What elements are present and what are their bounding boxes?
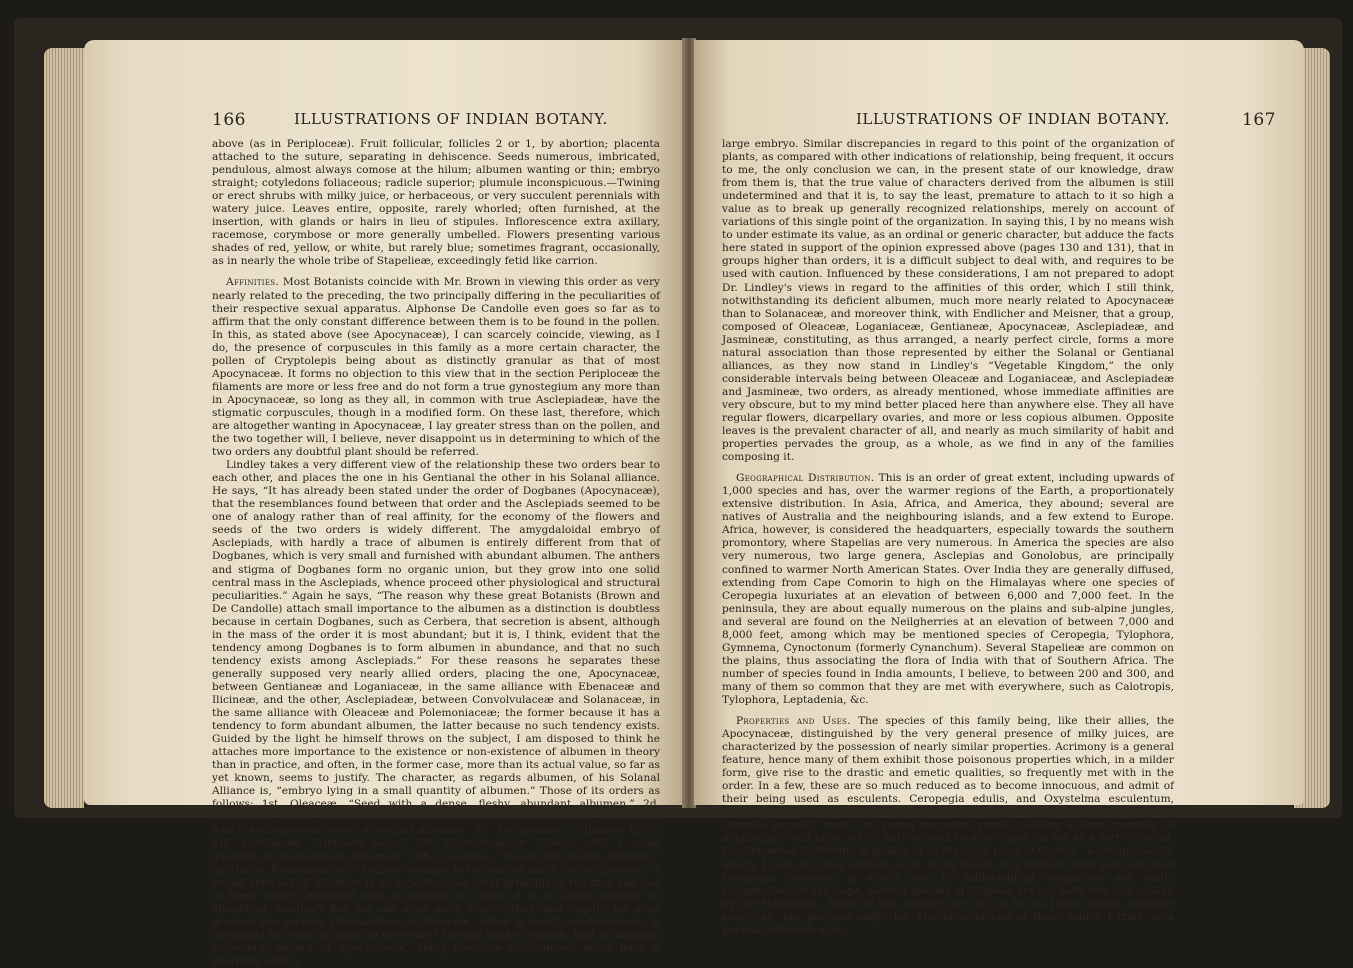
left-page: [84, 40, 684, 967]
right-page-body: [722, 138, 1174, 937]
left-page-number: 166: [212, 110, 246, 130]
distribution-heading: Geographical Distribution.: [736, 472, 875, 485]
left-page-body: [212, 138, 660, 968]
left-paragraph-3: Lindley takes a very different view of the relationship these two orders bear to each other, and places the one in his Gentianal the other in his Solanal alliance. He says, “It has already been stated under the order of Dogbanes (Apocynaceæ), that the resemblances found between that order and the Asclepiads seemed to be one of analogy rather than of real affinity, for the economy of the flowers and seeds of the two orders is widely different. The amygdaloidal embryo of Asclepiads, with hardly a trace of albumen is entirely different from that of Dogbanes, which is very small and furnished with abundant albumen. The anthers and stigma of Dogbanes form no organic union, but they grow into one solid central mass in the Asclepiads, whence proceed other physiological and structural peculiarities.” Again he says, “The reason why these great Botanists (Brown and De Candolle) attach small importance to the albumen as a distinction is doubtless because in certain Dogbanes, such as Cerbera, that secretion is absent, although in the mass of the order it is most abundant; but it is, I think, evident that the tendency among Dogbanes is to form albumen in abundance, and that no such tendency exists among Asclepiads.” For these reasons he separates these generally supposed very nearly allied orders, placing the one, Apocynaceæ, between Gentianeæ and Loganiaceæ, in the same alliance with Ebenaceæ and Ilicineæ, and the other, Asclepiadeæ, between Convolvulaceæ and Solanaceæ, in the same alliance with Oleaceæ and Polemoniaceæ; the former because it has a tendency to form abundant albumen, the latter because no such tendency exists. Guided by the light he himself throws on the subject, I am disposed to think he attaches more importance to the existence or non-existence of albumen in theory than in practice, and often, in the former case, more than its actual value, so far as yet known, seems to justify. The character, as regards albumen, of his Solanal Alliance is, “embryo lying in a small quantity of albumen.” Those of its orders as follows: 1st. Oleaceæ. “Seed with a dense, fleshy, abundant albumen.” 2d. Solanaceæ. “Embryo straight or curved, lying in a fleshy albumen.” The figure which accompanies shows abundant albumen. 3d. Asclepiadeæ. “Albumen thin.” 4th. Cordiaceæ. “Albumen none.” 5th. Convolvulaceæ. “Seeds with a small quantity of mucilaginous albumen.” 6th. Cuscuteæ. “Seeds with fleshy albumen,” and lastly, Polemoniaceæ. “Embryo straight in the axis of much fleshy albumen.” I would here ask, if albumen is so important, on what principle is the first and last of these orders admitted into an alliance in which it is in small quantity or altogether wanting? But we can even go a step further, and inquire on what grounds the section, Chionantheæ of Oleaceæ, which is nearly exalbuminous, is permitted to retain its place in the order? I would further remark, that, in addition to several genera of Apocynaceæ, being destitute of albumen, many have it sparingly with a: [212, 459, 660, 967]
left-page-edges: [44, 48, 84, 808]
open-book: [14, 18, 1342, 967]
affinities-text: Most Botanists coincide with Mr. Brown in viewing this order as very nearly related to the preceding, the two principally differing in the peculiarities of their respective sexual apparatus. Alphonse De Candolle even goes so far as to affirm that the only constant difference between them is to be found in the pollen. In this, as stated above (see Apocynaceæ), I can scarcely coincide, viewing, as I do, the presence of corpuscules in this family as a more certain character, the pollen of Cryptolepis being about as distinctly granular as that of most Apocynaceæ. It forms no objection to this view that in the section Periploceæ the filaments are more or less free and do not form a true gynostegium any more than in Apocynaceæ, so long as they all, in common with true Asclepiadeæ, have the stigmatic corpuscules, though in a modified form. On these last, therefore, which are altogether wanting in Apocynaceæ, I lay greater stress than on the pollen, and the two together will, I believe, never disappoint us in determining to which of the two orders any doubtful plant should be referred.: [212, 276, 660, 459]
right-page-number: 167: [1242, 110, 1276, 130]
right-paragraph-2: [722, 472, 1174, 707]
affinities-heading: Affinities.: [226, 276, 280, 289]
right-paragraph-1: large embryo. Similar discrepancies in regard to this point of the organization of plants, as compared with other indications of relationship, being frequent, it occurs to me, the only conclusion we can, in the present state of our knowledge, draw from them is, that the true value of characters derived from the albumen is still undetermined and that it is, to say the least, premature to attach to it so high a value as to break up generally recognized relationships, merely on account of variations of this single point of the organization. In saying this, I by no means wish to under estimate its value, as an ordinal or generic character, but adduce the facts here stated in support of the opinion expressed above (pages 130 and 131), that in groups higher than orders, it is a difficult subject to deal with, and requires to be used with caution. Influenced by these considerations, I am not prepared to adopt Dr. Lindley's views in regard to the affinities of this order, which I still think, notwithstanding its deficient albumen, much more nearly related to Apocynaceæ than to Solanaceæ, and moreover think, with Endlicher and Meisner, that a group, composed of Oleaceæ, Loganiaceæ, Gentianeæ, Apocynaceæ, Asclepiadeæ, and Jasmineæ, constituting, as thus arranged, a nearly perfect circle, forms a more natural association than those represented by either the Solanal or Gentianal alliances, as they now stand in Lindley's “Vegetable Kingdom,” the only considerable intervals being between Oleaceæ and Loganiaceæ, and Asclepiadeæ and Jasmineæ, two orders, as already mentioned, whose immediate affinities are very obscure, but to my mind better placed here than anywhere else. They all have regular flowers, dicarpellary ovaries, and more or less copious albumen. Opposite leaves is the prevalent character of all, and nearly as much similarity of habit and properties pervades the group, as a whole, as we find in any of the families composing it.: [722, 138, 1174, 464]
distribution-text: This is an order of great extent, including upwards of 1,000 species and has, over the warmer regions of the Earth, a proportionately extensive distribution. In Asia, Africa, and America, they abound; several are natives of Australia and the neighbouring islands, and a few extend to Europe. Africa, however, is considered the headquarters, especially towards the southern promontory, where Stapelias are very numerous. In America the species are also very numerous, two large genera, Asclepias and Gonolobus, are principally confined to warmer North American States. Over India they are generally diffused, extending from Cape Comorin to high on the Himalayas where one species of Ceropegia luxuriates at an elevation of between 6,000 and 7,000 feet. In the peninsula, they are about equally numerous on the plains and sub-alpine jungles, and several are found on the Neilgherries at an elevation of between 7,000 and 8,000 feet, among which may be mentioned species of Ceropegia, Tylophora, Gymnema, Cynoctonum (formerly Cynanchum). Several Stapelieæ are common on the plains, thus associating the flora of India with that of Southern Africa. The number of species found in India amounts, I believe, to between 200 and 300, and many of them so common that they are met with everywhere, such as Calotropis, Tylophora, Leptadenia, &c.: [722, 472, 1174, 706]
left-paragraph-1: above (as in Periploceæ). Fruit follicular, follicles 2 or 1, by abortion; placenta attached to the suture, separating in dehiscence. Seeds numerous, imbricated, pendulous, almost always comose at the hilum; albumen wanting or thin; embryo straight; cotyledons foliaceous; radicle superior; plumule inconspicuous.—Twining or erect shrubs with milky juice, or herbaceous, or very succulent perennials with watery juice. Leaves entire, opposite, rarely whorled; often furnished, at the insertion, with glands or hairs in lieu of stipules. Inflorescence extra axillary, racemose, corymbose or more generally umbelled. Flowers presenting various shades of red, yellow, or white, but rarely blue; sometimes fragrant, occasionally, as in nearly the whole tribe of Stapelieæ, exceedingly fetid like carrion.: [212, 138, 660, 268]
left-running-title: ILLUSTRATIONS OF INDIAN BOTANY.: [294, 110, 608, 128]
right-page: [694, 40, 1304, 936]
properties-text: The species of this family being, like their allies, the Apocynaceæ, distinguished by the very general presence of milky juices, are characterized by the possession of nearly similar properties. Acrimony is a general feature, hence many of them exhibit those poisonous properties which, in a milder form, give rise to the drastic and emetic qualities, so frequently met with in the order. In a few, these are so much reduced as to become innocuous, and admit of their being used as esculents. Ceropegia edulis, and Oxystelma esculentum, judging from their names, seem to be such. Sarcostemma (olim Cynanchum) viminale is really such, the young succulent ramuli yielding a large quantity of mild, milky, acid juice, which natives suck to allay thirst, or eat as a sort of sallad: the Gymnema lactiferum is spoken of as the “cow plant of Ceylon,” a designation to which, I fear, it is not entitled, as it is my belief, it is neither more nor less than Gymnema sylvestre, in which case its milk-yielding capabilities are vastly exaggerated. At the Cape, several species of Stapelia are eat both raw and cooked by the Hottentots. Those of this country are not, so far as I have heard, similarly employed, but perhaps might be. The taste of one of them, which I tried, is a peculiar bitterish acid,: [722, 715, 1175, 936]
right-paragraph-3: [722, 715, 1174, 937]
right-running-title: ILLUSTRATIONS OF INDIAN BOTANY.: [856, 110, 1170, 128]
properties-heading: Properties and Uses.: [736, 715, 851, 728]
left-paragraph-2: [212, 276, 660, 459]
